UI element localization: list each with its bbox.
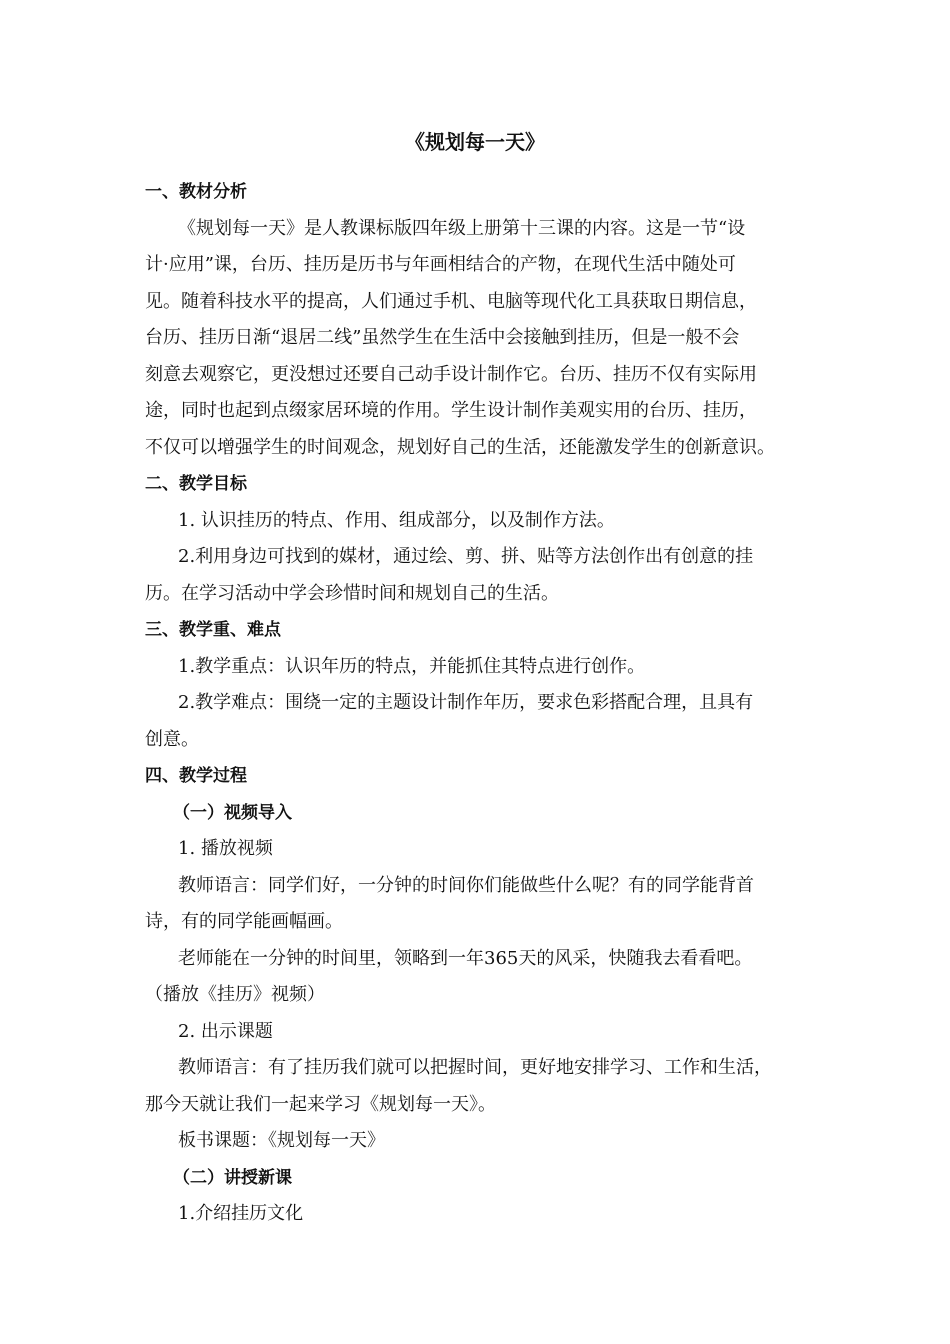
paragraph-line: 1. 认识挂历的特点、作用、组成部分，以及制作方法。: [178, 509, 615, 531]
paragraph-line: 教师语言：同学们好，一分钟的时间你们能做些什么呢？有的同学能背首: [178, 874, 754, 896]
subsection-heading: （一）视频导入: [173, 802, 292, 823]
paragraph-line: 见。随着科技水平的提高，人们通过手机、电脑等现代化工具获取日期信息，: [145, 290, 757, 312]
paragraph-line: 2.利用身边可找到的媒材，通过绘、剪、拼、贴等方法创作出有创意的挂: [178, 546, 754, 567]
paragraph-line: 1.介绍挂历文化: [178, 1203, 304, 1224]
paragraph-line: 板书课题：《规划每一天》: [178, 1130, 385, 1151]
paragraph-line: 1.教学重点：认识年历的特点，并能抓住其特点进行创作。: [178, 655, 646, 677]
paragraph-line: 2. 出示课题: [178, 1020, 273, 1042]
paragraph-line: 教师语言：有了挂历我们就可以把握时间，更好地安排学习、工作和生活，: [178, 1057, 772, 1078]
paragraph-line: 刻意去观察它，更没想过还要自己动手设计制作它。台历、挂历不仅有实际用: [145, 363, 757, 385]
subsection-heading: （二）讲授新课: [173, 1167, 292, 1188]
document-title: 《规划每一天》: [405, 130, 545, 154]
section-heading: 一、教材分析: [145, 182, 247, 202]
paragraph-line: 1. 播放视频: [178, 838, 273, 859]
paragraph-line: 不仅可以增强学生的时间观念，规划好自己的生活，还能激发学生的创新意识。: [145, 436, 775, 458]
section-heading: 三、教学重、难点: [145, 620, 281, 640]
paragraph-line: 历。在学习活动中学会珍惜时间和规划自己的生活。: [145, 582, 559, 604]
section-heading: 二、教学目标: [145, 474, 247, 494]
paragraph-line: 计·应用”课，台历、挂历是历书与年画相结合的产物，在现代生活中随处可: [145, 254, 736, 275]
paragraph-line: 老师能在一分钟的时间里，领略到一年365天的风采，快随我去看看吧。: [178, 947, 753, 969]
paragraph-line: 2.教学难点：围绕一定的主题设计制作年历，要求色彩搭配合理，且具有: [178, 692, 754, 713]
paragraph-line: （播放《挂历》视频）: [145, 984, 325, 1005]
document-body: [145, 174, 809, 1233]
section-heading: 四、教学过程: [145, 766, 247, 786]
paragraph-line: 创意。: [145, 728, 199, 750]
paragraph-line: 途，同时也起到点缀家居环境的作用。学生设计制作美观实用的台历、挂历，: [145, 400, 757, 421]
paragraph-line: 那今天就让我们一起来学习《规划每一天》。: [145, 1093, 496, 1115]
paragraph-line: 诗，有的同学能画幅画。: [145, 911, 343, 932]
paragraph-line: 台历、挂历日渐“退居二线”虽然学生在生活中会接触到挂历，但是一般不会: [145, 327, 740, 348]
paragraph-line: 《规划每一天》是人教课标版四年级上册第十三课的内容。这是一节“设: [178, 217, 746, 239]
